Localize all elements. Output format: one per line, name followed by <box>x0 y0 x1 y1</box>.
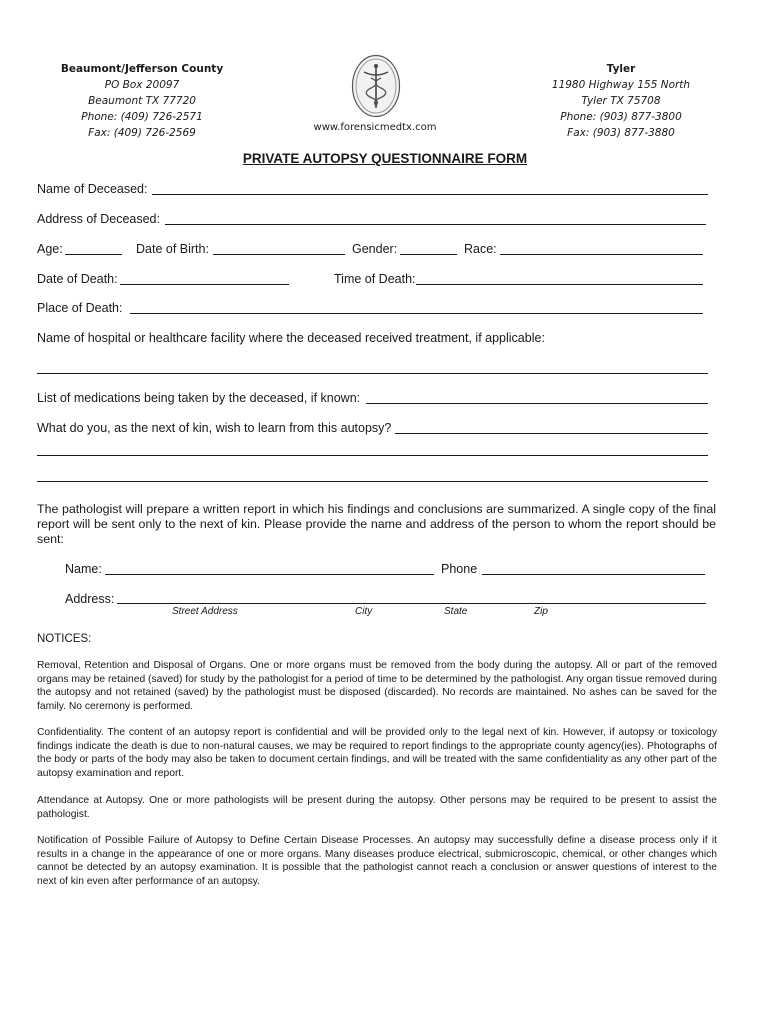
right-office-line: Phone: (903) 877-3800 <box>560 111 682 123</box>
recipient-name-label: Name: <box>65 562 102 576</box>
age-field[interactable] <box>65 254 122 255</box>
address-of-deceased-field[interactable] <box>165 224 706 225</box>
medications-field[interactable] <box>366 403 708 404</box>
age-label: Age: <box>37 242 63 256</box>
left-office-name: Beaumont/Jefferson County <box>60 63 224 75</box>
notice-confidentiality: Confidentiality. The content of an autopsy report is confidential and will be provided only to the legal next of kin. However, if autopsy or toxicology findings indicate the death is due to non-natural causes, we may be required to report findings to the appropriate county agency(ies). Photographs of the body or parts of the body may also be taken to document certain findings, and will be treated with the same confidentiality as any other part of the autopsy examination and report. <box>37 727 717 779</box>
recipient-address-label: Address: <box>65 592 115 606</box>
place-of-death-label: Place of Death: <box>37 301 123 315</box>
report-instructions: The pathologist will prepare a written report in which his findings and conclusions are summarized. A single copy of the final report will be sent only to the next of kin. Please provide the name and address of the person to whom the report should be sent: <box>37 502 716 546</box>
autopsy-purpose-field[interactable] <box>395 433 708 434</box>
recipient-name-field[interactable] <box>105 574 434 575</box>
autopsy-purpose-field-line-2[interactable] <box>37 455 708 456</box>
address-of-deceased-label: Address of Deceased: <box>37 212 160 226</box>
autopsy-purpose-field-line-3[interactable] <box>37 481 708 482</box>
street-address-sublabel: Street Address <box>172 606 238 617</box>
autopsy-purpose-label: What do you, as the next of kin, wish to learn from this autopsy? <box>37 421 392 435</box>
notice-failure: Notification of Possible Failure of Autopsy to Define Certain Disease Processes. An autopsy may successfully define a disease process only if it results in a change in the appearance of one or more organs. Many diseases produce electrical, submicroscopic, chemical, or other changes which cannot be detected by an autopsy examination. It is possible that the pathologist cannot reach a conclusion or answer questions of interest to the next of kin even after performance of an autopsy. <box>37 835 717 887</box>
recipient-phone-label: Phone <box>441 562 478 576</box>
form-title: PRIVATE AUTOPSY QUESTIONNAIRE FORM <box>242 151 528 166</box>
date-of-birth-field[interactable] <box>213 254 345 255</box>
left-office-line: PO Box 20097 <box>104 79 180 91</box>
gender-label: Gender: <box>352 242 398 256</box>
race-field[interactable] <box>500 254 703 255</box>
recipient-phone-field[interactable] <box>482 574 705 575</box>
name-of-deceased-label: Name of Deceased: <box>37 182 148 196</box>
recipient-address-field[interactable] <box>117 603 706 604</box>
right-office-name: Tyler <box>606 63 636 75</box>
time-of-death-label: Time of Death: <box>334 272 416 286</box>
notice-attendance: Attendance at Autopsy. One or more pathologists will be present during the autopsy. Other persons may be required to be present to assist the pathologist. <box>37 795 717 820</box>
date-of-death-field[interactable] <box>120 284 289 285</box>
hospital-field[interactable] <box>37 373 708 374</box>
right-office-address <box>531 61 711 141</box>
left-office-line: Beaumont TX 77720 <box>88 95 196 107</box>
zip-sublabel: Zip <box>534 606 548 617</box>
gender-field[interactable] <box>400 254 457 255</box>
hospital-label: Name of hospital or healthcare facility where the deceased received treatment, if applicable: <box>37 331 545 345</box>
right-office-line: Tyler TX 75708 <box>581 95 661 107</box>
notice-organs: Removal, Retention and Disposal of Organs. One or more organs must be removed from the body during the autopsy. All or part of the removed organs may be retained (saved) for study by the pathologist for a period of time to be determined by the pathologist. Any organ tissue removed during the autopsy and not retained (saved) by the pathologist must be disposed (discarded). No records are maintained. No ashes can be saved for the family. No ceremony is performed. <box>37 660 717 712</box>
left-office-line: Phone: (409) 726-2571 <box>81 111 203 123</box>
state-sublabel: State <box>444 606 468 617</box>
city-sublabel: City <box>355 606 373 617</box>
left-office-line: Fax: (409) 726-2569 <box>88 127 196 139</box>
left-office-address <box>52 61 232 141</box>
race-label: Race: <box>464 242 497 256</box>
medications-label: List of medications being taken by the deceased, if known: <box>37 391 361 405</box>
website-url: www.forensicmedtx.com <box>313 122 437 133</box>
name-of-deceased-field[interactable] <box>152 194 708 195</box>
date-of-death-label: Date of Death: <box>37 272 118 286</box>
seal-logo <box>351 54 401 118</box>
right-office-line: 11980 Highway 155 North <box>551 79 691 91</box>
notices-heading: NOTICES: <box>37 633 92 645</box>
date-of-birth-label: Date of Birth: <box>136 242 209 256</box>
time-of-death-field[interactable] <box>416 284 703 285</box>
right-office-line: Fax: (903) 877-3880 <box>567 127 675 139</box>
place-of-death-field[interactable] <box>130 313 703 314</box>
caduceus-seal-icon <box>351 54 401 118</box>
